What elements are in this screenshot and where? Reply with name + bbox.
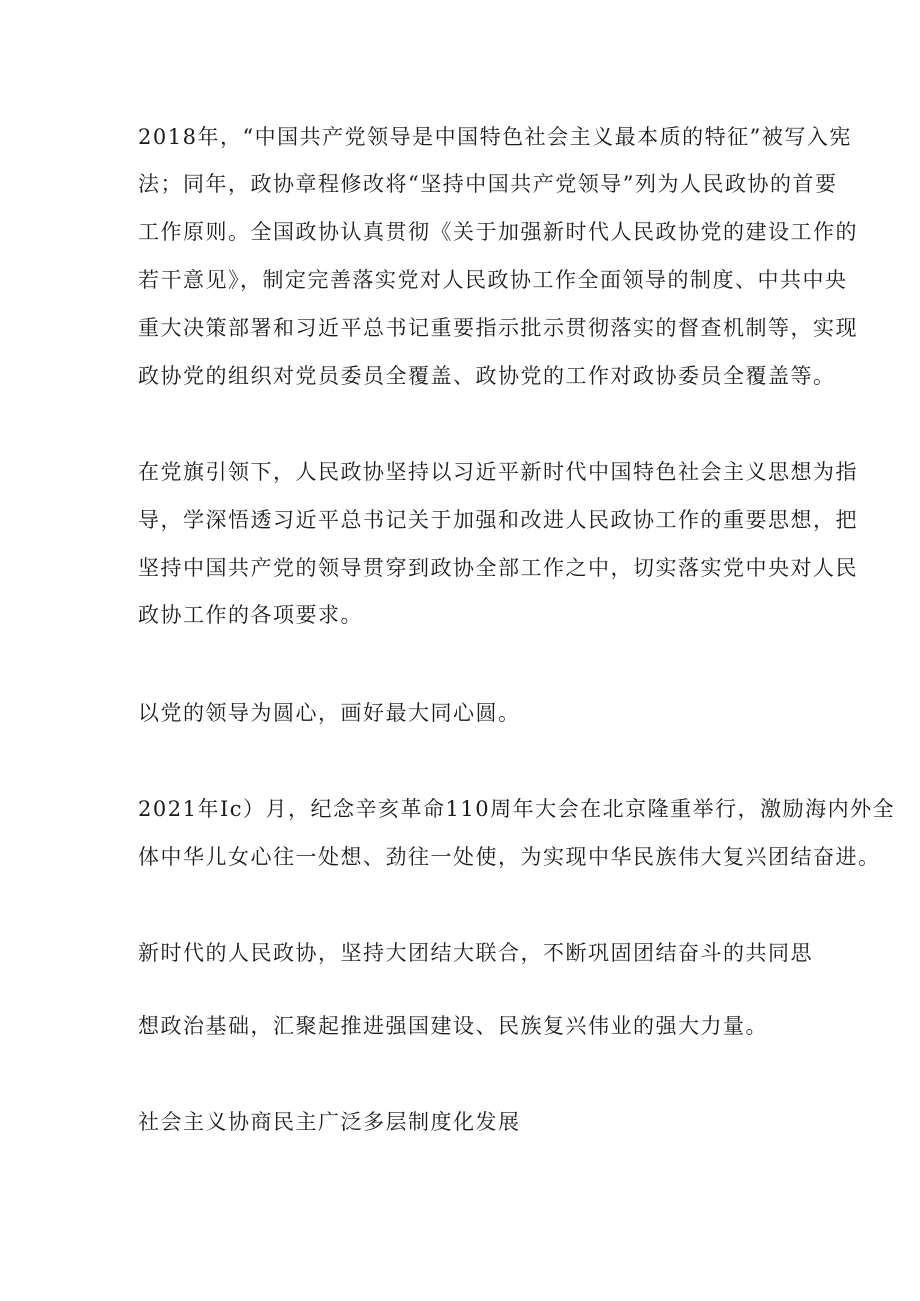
- paragraph-1-line-1: 2018年，“中国共产党领导是中国特色社会主义最本质的特征”被写入宪: [138, 125, 852, 149]
- paragraph-1-line-3: 工作原则。全国政协认真贯彻《关于加强新时代人民政协党的建设工作的: [138, 220, 858, 244]
- paragraph-2-line-3: 坚持中国共产党的领导贯穿到政协全部工作之中，切实落实党中央对人民: [138, 556, 858, 580]
- paragraph-1-line-6: 政协党的组织对党员委员全覆盖、政协党的工作对政协委员全覆盖等。: [138, 364, 836, 388]
- paragraph-3-line-1: 以党的领导为圆心，画好最大同心圆。: [138, 701, 521, 725]
- paragraph-4-line-2: 体中华儿女心往一处想、劲往一处使，为实现中华民族伟大复兴团结奋进。: [138, 845, 881, 869]
- paragraph-1-line-4: 若干意见》，制定完善落实党对人民政协工作全面领导的制度、中共中央: [138, 268, 848, 292]
- paragraph-2-line-2: 导，学深悟透习近平总书记关于加强和改进人民政协工作的重要思想，把: [138, 508, 858, 532]
- paragraph-7-line-1: 社会主义协商民主广泛多层制度化发展: [138, 1110, 521, 1134]
- paragraph-2-line-1: 在党旗引领下，人民政协坚持以习近平新时代中国特色社会主义思想为指: [138, 460, 858, 484]
- paragraph-6-line-1: 想政治基础，汇聚起推进强国建设、民族复兴伟业的强大力量。: [138, 1014, 768, 1038]
- paragraph-2-line-4: 政协工作的各项要求。: [138, 603, 363, 627]
- paragraph-1-line-5: 重大决策部署和习近平总书记重要指示批示贯彻落实的督查机制等，实现: [138, 316, 858, 340]
- paragraph-1-line-2: 法；同年，政协章程修改将“坚持中国共产党领导”列为人民政协的首要: [138, 172, 838, 196]
- paragraph-5-line-1: 新时代的人民政协，坚持大团结大联合，不断巩固团结奋斗的共同思: [138, 941, 813, 965]
- paragraph-4-line-1: 2021年Ic）月，纪念辛亥革命110周年大会在北京隆重举行，激励海内外全: [138, 797, 896, 821]
